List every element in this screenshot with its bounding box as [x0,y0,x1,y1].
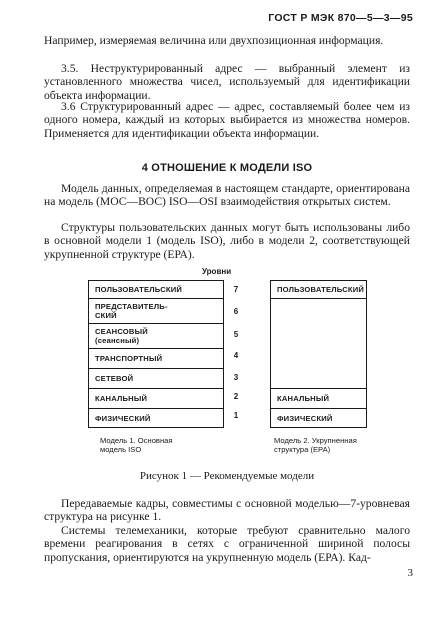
model2-layer-physical: ФИЗИЧЕСКИЙ [277,413,333,423]
standard-id-header: ГОСТ Р МЭК 870—5—3—95 [268,12,413,24]
model2-layer-datalink: КАНАЛЬНЫЙ [271,389,366,409]
section-title: 4 ОТНОШЕНИЕ К МОДЕЛИ ISO [141,162,313,174]
model1-layer-session: СЕАНСОВЫЙ (сеансный) [89,324,223,349]
paragraph-telemechanics: Системы телемеханики, которые требуют сравнительно малого времени реагирования в сетях с ограниченной шириной полосы пропускания, ориентируются на укрупненную модель (ЕРА). Кад- [44,524,410,564]
paragraph-frames: Передаваемые кадры, совместимы с основной моделью—7-уровневая структура на рисунке 1. [44,497,410,524]
model1-layer-presentation: ПРЕДСТАВИТЕЛЬ- СКИЙ [89,299,223,324]
model2-layer-application: ПОЛЬЗОВАТЕЛЬСКИЙ [271,281,366,299]
model1-layer-datalink: КАНАЛЬНЫЙ [89,389,223,409]
model1-layer-physical: ФИЗИЧЕСКИЙ [95,413,151,423]
level-1: 1 [233,411,239,420]
level-4: 4 [233,351,239,360]
level-5: 5 [233,330,239,339]
levels-header: Уровни [202,267,232,276]
level-7: 7 [233,285,239,294]
paragraph-3-6: 3.6 Структурированный адрес — адрес, составляемый более чем из одного номера, каждый из которых выбирается из множества номеров. Применяется для идентификации объекта информации. [44,100,410,140]
level-3: 3 [233,373,239,382]
paragraph-user-structures: Структуры пользовательских данных могут быть использованы либо в основной модели 1 (модель ISO), либо в модели 2, соответствующей укрупненной структуре (ЕРА). [44,221,410,261]
model2-layer-empty [271,299,366,389]
page-number: 3 [407,567,413,579]
level-2: 2 [233,392,239,401]
paragraph-3-5: 3.5. Неструктурированный адрес — выбранный элемент из установленного множества чисел, используемый для идентификации объекта информации. [44,62,410,102]
model2-stack [270,280,367,428]
paragraph-data-model: Модель данных, определяемая в настоящем стандарте, ориентирована на модель (МОС—ВОС) ISO—OSI взаимодействия открытых систем. [44,182,410,209]
model1-layer-transport: ТРАНСПОРТНЫЙ [89,349,223,369]
model2-caption: Модель 2. Укрупненная структура (ЕРА) [274,436,357,454]
figure-caption: Рисунок 1 — Рекомендуемые модели [139,470,315,482]
model1-caption: Модель 1. Основная модель ISO [100,436,173,454]
level-6: 6 [233,307,239,316]
model1-stack [88,280,224,428]
model1-layer-application: ПОЛЬЗОВАТЕЛЬСКИЙ [89,281,223,299]
paragraph-example: Например, измеряемая величина или двухпозиционная информация. [44,34,384,47]
model1-layer-network: СЕТЕВОЙ [89,369,223,389]
